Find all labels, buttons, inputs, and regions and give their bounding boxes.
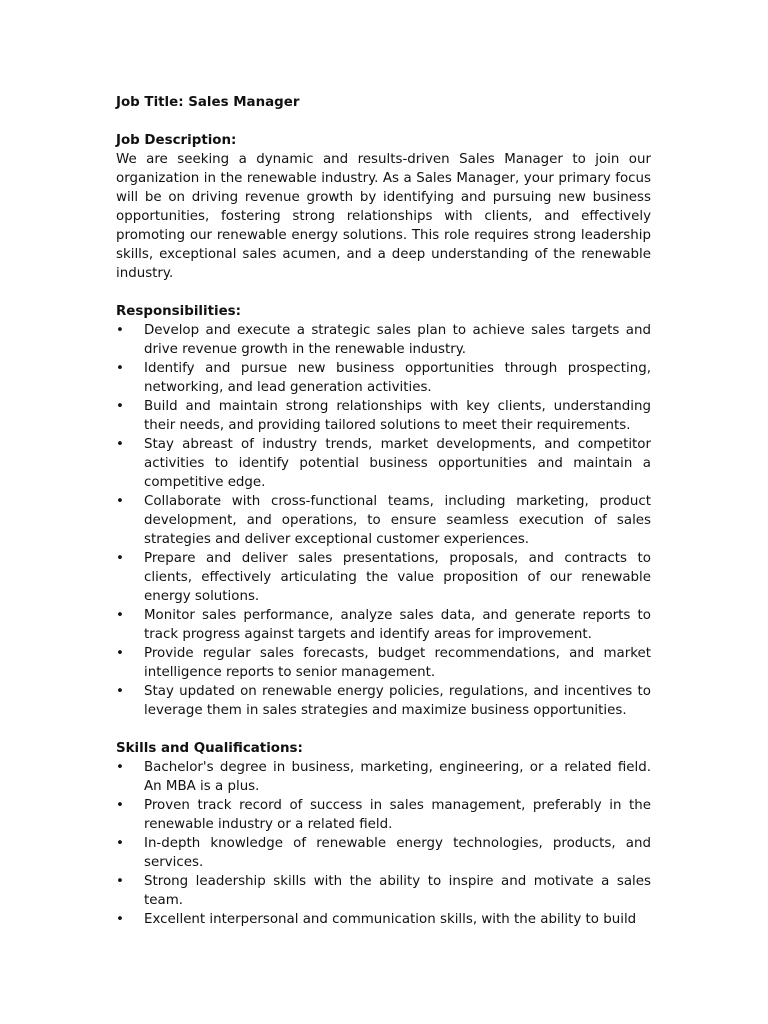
list-item-text: Develop and execute a strategic sales plan to achieve sales targets and drive revenue growth in the renewable industry. — [144, 323, 651, 357]
list-item — [116, 606, 651, 644]
bullet-icon: • — [116, 437, 124, 452]
list-item — [116, 834, 651, 872]
list-item-text: In-depth knowledge of renewable energy technologies, products, and services. — [144, 836, 651, 870]
list-item — [116, 644, 651, 682]
job-description-heading: Job Description: — [116, 133, 237, 148]
bullet-icon: • — [116, 361, 124, 376]
document-page — [116, 93, 651, 929]
list-item-text: Build and maintain strong relationships with key clients, understanding their needs, and providing tailored solutions to meet their requirements. — [144, 399, 651, 433]
bullet-icon: • — [116, 551, 124, 566]
list-item — [116, 910, 651, 929]
bullet-icon: • — [116, 399, 124, 414]
list-item-text: Provide regular sales forecasts, budget recommendations, and market intelligence reports to senior management. — [144, 646, 651, 680]
list-item — [116, 492, 651, 549]
list-item — [116, 321, 651, 359]
list-item — [116, 872, 651, 910]
spacer — [116, 283, 651, 302]
bullet-icon: • — [116, 874, 124, 889]
skills-list — [116, 758, 651, 929]
list-item-text: Stay updated on renewable energy policies, regulations, and incentives to leverage them in sales strategies and maximize business opportunities. — [144, 684, 651, 718]
list-item — [116, 435, 651, 492]
list-item-text: Bachelor's degree in business, marketing, engineering, or a related field. An MBA is a plus. — [144, 760, 651, 794]
bullet-icon: • — [116, 608, 124, 623]
list-item — [116, 682, 651, 720]
bullet-icon: • — [116, 494, 124, 509]
bullet-icon: • — [116, 760, 124, 775]
list-item — [116, 359, 651, 397]
responsibilities-list — [116, 321, 651, 720]
bullet-icon: • — [116, 646, 124, 661]
list-item-text: Excellent interpersonal and communication skills, with the ability to build — [144, 912, 637, 927]
list-item — [116, 796, 651, 834]
job-description-text: We are seeking a dynamic and results-driven Sales Manager to join our organization in the renewable industry. As a Sales Manager, your primary focus will be on driving revenue growth by identifying and pursuing new business opportunities, fostering strong relationships with clients, and effectively promoting our renewable energy solutions. This role requires strong leadership skills, exceptional sales acumen, and a deep understanding of the renewable industry. — [116, 152, 651, 281]
bullet-icon: • — [116, 684, 124, 699]
list-item-text: Collaborate with cross-functional teams, including marketing, product development, and operations, to ensure seamless execution of sales strategies and deliver exceptional customer experiences. — [144, 494, 651, 547]
list-item-text: Proven track record of success in sales management, preferably in the renewable industry or a related field. — [144, 798, 651, 832]
list-item-text: Prepare and deliver sales presentations, proposals, and contracts to clients, effectively articulating the value proposition of our renewable energy solutions. — [144, 551, 651, 604]
bullet-icon: • — [116, 836, 124, 851]
list-item — [116, 549, 651, 606]
list-item-text: Identify and pursue new business opportunities through prospecting, networking, and lead generation activities. — [144, 361, 651, 395]
list-item-text: Monitor sales performance, analyze sales data, and generate reports to track progress against targets and identify areas for improvement. — [144, 608, 651, 642]
bullet-icon: • — [116, 912, 124, 927]
bullet-icon: • — [116, 323, 124, 338]
list-item — [116, 397, 651, 435]
responsibilities-heading: Responsibilities: — [116, 304, 241, 319]
skills-heading: Skills and Qualifications: — [116, 741, 303, 756]
spacer — [116, 112, 651, 131]
job-title: Job Title: Sales Manager — [116, 95, 300, 110]
bullet-icon: • — [116, 798, 124, 813]
list-item-text: Strong leadership skills with the ability to inspire and motivate a sales team. — [144, 874, 651, 908]
list-item — [116, 758, 651, 796]
spacer — [116, 720, 651, 739]
list-item-text: Stay abreast of industry trends, market developments, and competitor activities to identify potential business opportunities and maintain a competitive edge. — [144, 437, 651, 490]
